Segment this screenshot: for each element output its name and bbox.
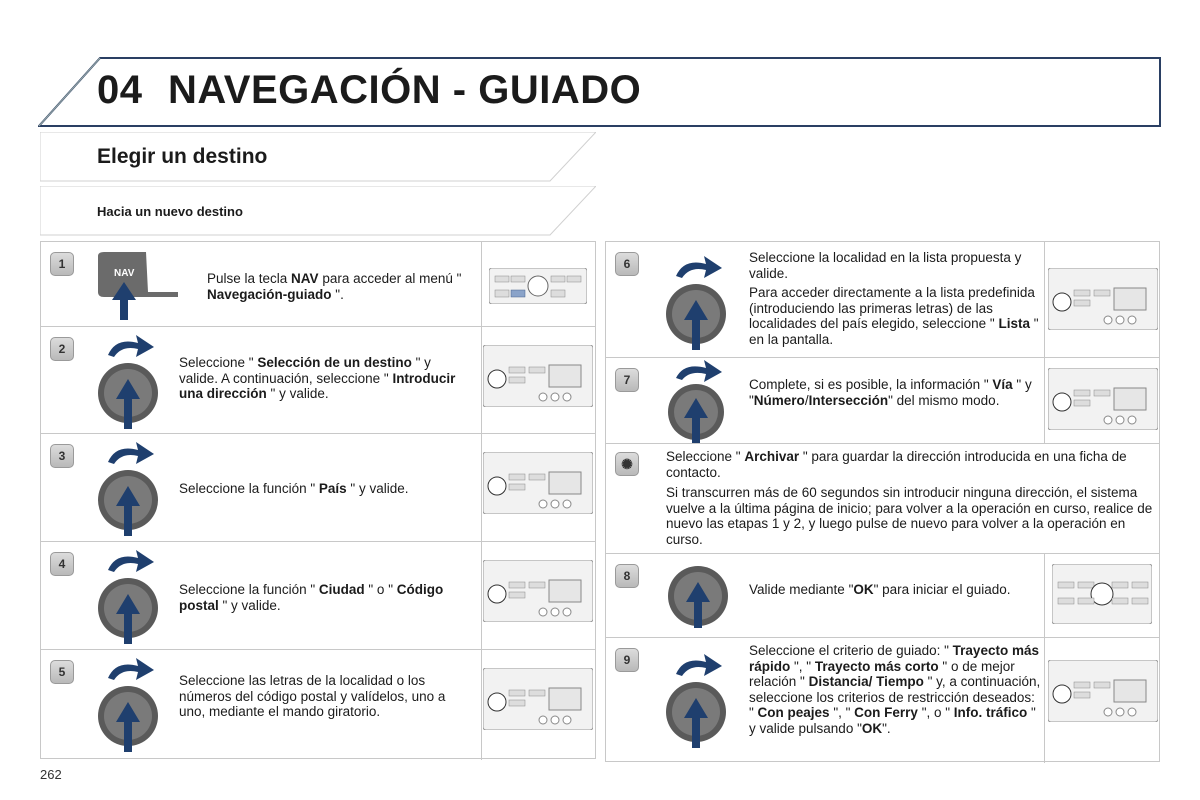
chapter-number: 04 [97,68,143,112]
step-8-text: Valide mediante "OK" para iniciar el guiado. [749,582,1011,597]
rotary-knob-icon [664,358,734,444]
step-3-panel [40,433,596,542]
radio-panel-illustration [483,560,593,622]
step-number-badge: 1 [50,252,74,276]
step-7-text: Complete, si es posible, la información " Vía " y "Número/Intersección" del mismo modo. [749,377,1032,408]
step-number-badge: 2 [50,337,74,361]
panel-divider [481,327,482,435]
step-8-panel [605,553,1160,638]
radio-panel-illustration [1048,268,1158,330]
step-number-badge: 5 [50,660,74,684]
step-4-panel [40,541,596,650]
nav-key-label: NAV [114,268,135,279]
radio-panel-illustration [1052,564,1152,624]
step-1-text: Pulse la tecla NAV para acceder al menú " Navegación-guiado ". [207,271,462,302]
step-6-panel [605,241,1160,358]
radio-panel-illustration [1048,660,1158,722]
rotary-knob-icon [96,438,166,538]
rotary-knob-icon [96,546,166,646]
panel-divider [481,242,482,328]
panel-divider [481,434,482,543]
section-title: Elegir un destino [97,145,268,168]
step-number-badge: 3 [50,444,74,468]
rotary-knob-icon [666,562,730,632]
step-3-text: Seleccione la función " País " y valide. [179,481,409,496]
step-number-badge: 6 [615,252,639,276]
tip-lightbulb-icon: ✺ [615,452,639,476]
subsection-title: Hacia un nuevo destino [97,204,243,219]
panel-divider [1044,242,1045,359]
radio-panel-illustration [483,668,593,730]
step-4-text: Seleccione la función " Ciudad " o " Código postal " y valide. [179,582,444,613]
rotary-knob-icon [96,331,166,431]
rotary-knob-icon [664,650,734,750]
step-9-panel [605,637,1160,762]
step-1-panel [40,241,596,327]
step-number-badge: 4 [50,552,74,576]
tip-text: Seleccione " Archivar " para guardar la dirección introducida en una ficha de contacto. Si transcurren más de 60 segundos sin introducir ninguna dirección, el sistema vuelve a la última página de inicio; para volver a la operación en curso, realice de nuevo las etapas 1 y 2, y luego pulse de nuevo para volver a la operación en curso. [666,449,1153,547]
panel-divider [481,542,482,651]
radio-panel-illustration [483,345,593,407]
nav-key-icon [96,252,182,322]
radio-panel-illustration [1048,368,1158,430]
step-number-badge: 8 [615,564,639,588]
step-number-badge: 9 [615,648,639,672]
radio-panel-illustration [483,452,593,514]
panel-divider [481,650,482,760]
step-5-text: Seleccione las letras de la localidad o los números del código postal y valídelos, uno a uno, mediante el mando giratorio. [179,673,446,719]
panel-divider [1044,554,1045,639]
step-number-badge: 7 [615,368,639,392]
step-5-panel [40,649,596,759]
step-7-panel [605,357,1160,444]
tip-panel [605,443,1160,554]
step-2-text: Seleccione " Selección de un destino " y valide. A continuación, seleccione " Introducir una dirección " y valide. [179,355,456,401]
page-number: 262 [40,767,62,782]
panel-divider [1044,358,1045,445]
chapter-title: NAVEGACIÓN - GUIADO [168,68,642,112]
step-6-text: Seleccione la localidad en la lista propuesta y valide. Para acceder directamente a la lista predefinida (introduciendo las primeras letras) de las localidades del país elegido, seleccione " Lista " en la pantalla. [749,250,1039,347]
step-2-panel [40,326,596,434]
rotary-knob-icon [664,252,734,352]
step-9-text: Seleccione el criterio de guiado: " Trayecto más rápido ", " Trayecto más corto " o de mejor relación " Distancia/ Tiempo " y, a continuación, seleccione los criterios de restricción deseados: " Con peajes ", " Con Ferry ", o " Info. tráfico " y valide pulsando "OK". [749,643,1041,736]
rotary-knob-icon [96,654,166,754]
radio-panel-illustration [489,268,587,304]
panel-divider [1044,638,1045,763]
